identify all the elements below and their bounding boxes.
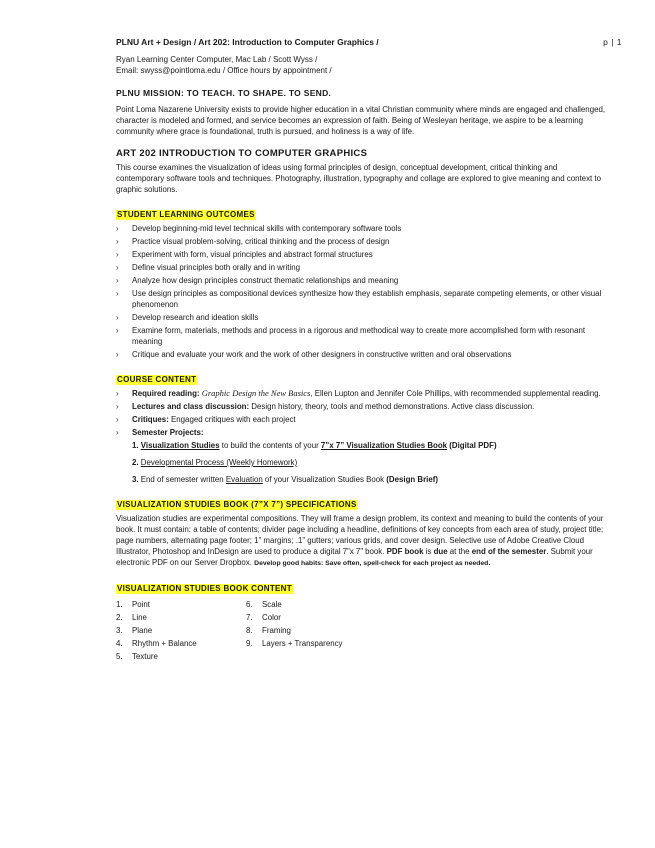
outcome-text: Practice visual problem-solving, critical thinking and the process of design: [132, 237, 390, 246]
critiques-label: Critiques:: [132, 415, 169, 424]
project-text: of your Visualization Studies Book: [262, 475, 387, 484]
page-number: p | 1: [603, 37, 622, 47]
arrow-icon: ›: [116, 415, 119, 424]
book-link[interactable]: 7”x 7” Visualization Studies Book: [320, 441, 448, 450]
arrow-icon: ›: [116, 326, 119, 335]
book-content-item: [246, 638, 376, 649]
course-header-title: PLNU Art + Design / Art 202: Introduction to Computer Graphics /: [116, 37, 379, 47]
project-number: 2.: [132, 458, 139, 467]
book-content-item: [246, 625, 376, 636]
project-number: 3.: [132, 475, 139, 484]
item-number: 4.: [116, 639, 123, 648]
course-heading: ART 202 INTRODUCTION TO COMPUTER GRAPHICS: [116, 148, 368, 159]
arrow-icon: ›: [116, 289, 119, 298]
outcome-item: [116, 236, 606, 247]
evaluation-link[interactable]: Evaluation: [225, 475, 263, 484]
item-number: 7.: [246, 613, 253, 622]
item-label: Rhythm + Balance: [132, 639, 197, 648]
learning-outcomes-section: [116, 204, 606, 360]
outcome-text: Develop research and ideation skills: [132, 313, 259, 322]
arrow-icon: ›: [116, 224, 119, 233]
book-content-item: [116, 651, 246, 662]
book-content-item: [116, 599, 246, 610]
outcome-text: Analyze how design principles construct thematic relationships and meaning: [132, 276, 399, 285]
arrow-icon: ›: [116, 402, 119, 411]
specifications-text: Visualization studies are experimental compositions. They will frame a design problem, its context and meaning to build the contents of your book. It must contain: a table of contents; divider page including a headline, definitions of key concepts from each area of study, project title; page numbers, alternating page footer; 1” margins; .1” gutters; various grids, and cover design. Selective use of Adobe Creative Cloud Illustrator, Photoshop and InDesign are used to produce a digital 7”x 7” book. PDF book is due at the end of the semester. Submit your electronic PDF on our Server Dropbox. Develop good habits: Save often, spell-check for each project as needed.: [116, 514, 604, 567]
lectures-label: Lectures and class discussion:: [132, 402, 250, 411]
outcome-item: [116, 262, 606, 273]
book-content-item: [246, 612, 376, 623]
project-format: (Digital PDF): [447, 441, 497, 450]
visualization-studies-link[interactable]: Visualization Studies: [140, 441, 220, 450]
arrow-icon: ›: [116, 428, 119, 437]
list-item: [116, 414, 606, 425]
book-content-section: [116, 578, 606, 664]
item-number: 8.: [246, 626, 253, 635]
item-number: 2.: [116, 613, 123, 622]
item-label: Color: [262, 613, 281, 622]
outcome-text: Develop beginning-mid level technical skills with contemporary software tools: [132, 224, 402, 233]
arrow-icon: ›: [116, 276, 119, 285]
specifications-section: [116, 494, 606, 569]
list-item: [116, 427, 606, 438]
item-label: Scale: [262, 600, 282, 609]
arrow-icon: ›: [116, 250, 119, 259]
item-label: Layers + Transparency: [262, 639, 343, 648]
project-text: End of semester written: [138, 475, 226, 484]
list-item: [116, 388, 606, 399]
project-number: 1.: [132, 441, 139, 450]
item-label: Point: [132, 600, 150, 609]
outcome-item: [116, 249, 606, 260]
reading-rest: , Ellen Lupton and Jennifer Cole Phillips, with recommended supplemental reading.: [310, 389, 601, 398]
lectures-rest: Design history, theory, tools and method demonstrations. Active class discussion.: [249, 402, 535, 411]
project-item: [132, 474, 606, 485]
project-format: (Design Brief): [386, 475, 439, 484]
outcome-text: Define visual principles both orally and in writing: [132, 263, 300, 272]
project-item: [132, 457, 606, 468]
course-location: Ryan Learning Center Computer, Mac Lab / Scott Wyss /: [116, 55, 318, 64]
arrow-icon: ›: [116, 350, 119, 359]
arrow-icon: ›: [116, 237, 119, 246]
learning-outcomes-list: [116, 223, 606, 360]
item-label: Texture: [132, 652, 158, 661]
book-content-item: [116, 638, 246, 649]
course-content-section: [116, 369, 606, 485]
arrow-icon: ›: [116, 263, 119, 272]
outcome-text: Critique and evaluate your work and the work of other designers in constructive written and oral observations: [132, 350, 512, 359]
item-label: Plane: [132, 626, 153, 635]
project-text: to build the contents of your: [219, 441, 321, 450]
course-content-heading: COURSE CONTENT: [117, 375, 197, 384]
outcome-item: [116, 325, 606, 347]
item-number: 6.: [246, 600, 253, 609]
outcome-item: [116, 223, 606, 234]
project-item: [132, 440, 606, 451]
item-number: 1.: [116, 600, 123, 609]
syllabus-page: [116, 37, 606, 664]
item-number: 9.: [246, 639, 253, 648]
book-content-heading: VISUALIZATION STUDIES BOOK CONTENT: [117, 584, 292, 593]
book-content-list: [116, 599, 606, 664]
book-content-column-1: [116, 599, 246, 664]
developmental-process-link[interactable]: Developmental Process (Weekly Homework): [140, 458, 298, 467]
course-contact: Email: swyss@pointloma.edu / Office hours by appointment /: [116, 66, 332, 75]
outcome-item: [116, 312, 606, 323]
semester-projects-list: [116, 440, 606, 485]
critiques-rest: Engaged critiques with each project: [168, 415, 296, 424]
arrow-icon: ›: [116, 313, 119, 322]
item-label: Line: [132, 613, 147, 622]
mission-heading: PLNU MISSION: TO TEACH. TO SHAPE. TO SEND.: [116, 88, 332, 98]
outcome-text: Use design principles as compositional devices synthesize how they establish emphasis, separate competing elements, or other visual phenomenon: [132, 289, 602, 309]
reading-label: Required reading:: [132, 389, 200, 398]
reading-title: Graphic Design the New Basics: [201, 388, 311, 398]
item-number: 3.: [116, 626, 123, 635]
item-label: Framing: [262, 626, 291, 635]
outcome-text: Experiment with form, visual principles and abstract formal structures: [132, 250, 373, 259]
book-content-column-2: [246, 599, 376, 664]
projects-label: Semester Projects:: [132, 428, 204, 437]
specifications-heading: VISUALIZATION STUDIES BOOK (7”X 7”) SPECIFICATIONS: [117, 500, 357, 509]
course-description: This course examines the visualization of ideas using formal principles of design, conceptual development, critical thinking and contemporary software tools and techniques. Photography, illustration, typography and collage are explored to give meaning and context to graphic solutions.: [116, 163, 601, 194]
book-content-item: [116, 625, 246, 636]
outcome-text: Examine form, materials, methods and process in a rigorous and methodical way to create more accomplished form with resonant meaning: [132, 326, 586, 346]
list-item: [116, 401, 606, 412]
outcome-item: [116, 349, 606, 360]
learning-outcomes-heading: STUDENT LEARNING OUTCOMES: [117, 210, 255, 219]
course-content-list: [116, 388, 606, 438]
book-content-item: [246, 599, 376, 610]
mission-text: Point Loma Nazarene University exists to provide higher education in a vital Christian community where minds are engaged and challenged, character is modeled and formed, and service becomes an expression of faith. Being of Wesleyan heritage, we aspire to be a learning community where grace is foundational, truth is pursued, and holiness is a way of life.: [116, 105, 606, 136]
good-habits-note: Develop good habits: Save often, spell-check for each project as needed.: [254, 560, 491, 567]
outcome-item: [116, 288, 606, 310]
arrow-icon: ›: [116, 389, 119, 398]
outcome-item: [116, 275, 606, 286]
book-content-item: [116, 612, 246, 623]
item-number: 5.: [116, 652, 123, 661]
